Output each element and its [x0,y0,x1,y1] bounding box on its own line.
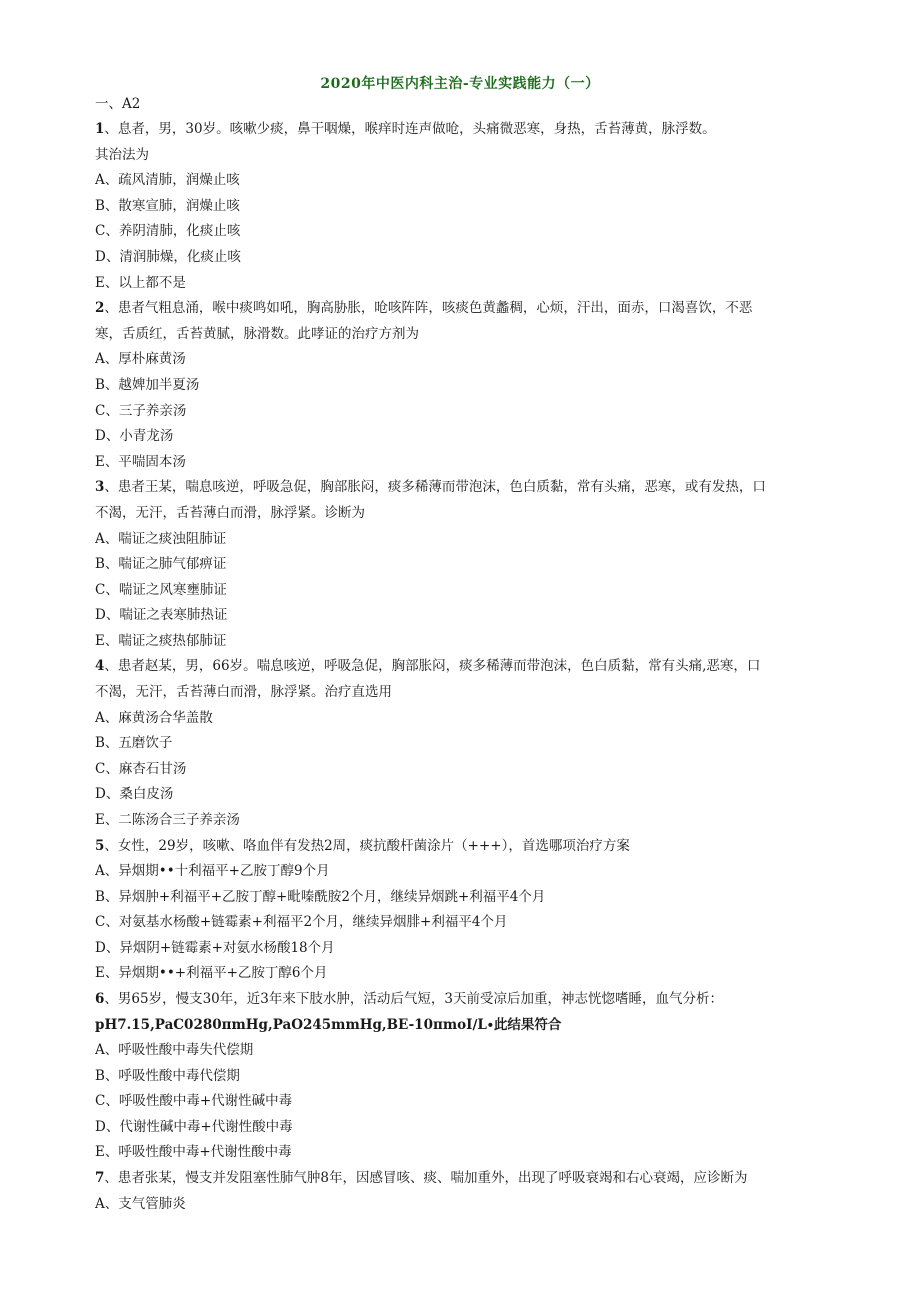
question-2-option-a: A、厚朴麻黄汤 [95,351,186,367]
question-6-option-e: E、呼吸性酸中毒+代谢性酸中毒 [95,1144,292,1160]
question-5-stem-line-1 [95,836,830,856]
question-3-option-b: B、喘证之肺气郁痹证 [95,556,227,572]
question-5-option-e: E、异烟期••+利福平+乙胺丁醇6个月 [95,965,328,981]
question-2-option-e: E、平喘固本汤 [95,454,186,470]
question-1-option-b: B、散寒宣肺，润燥止咳 [95,198,240,214]
question-7-stem-line-1 [95,1168,830,1188]
section-heading: 一、A2 [95,96,141,112]
question-3-option-e: E、喘证之痰热郁肺证 [95,633,227,649]
question-stem-text: 、男65岁，慢支30年，近3年来下肢水肿，活动后气短，3天前受凉后加重，神志恍惚嗜睡，血气分析： [104,991,723,1007]
question-1-stem-line-2: 其治法为 [95,147,149,163]
question-stem-text: 、女性，29岁，咳嗽、咯血伴有发热2周，痰抗酸杆菌涂片（+++），首选哪项治疗方案 [104,838,630,854]
question-stem-text: 、患者赵某，男，66岁。喘息咳逆，呼吸急促，胸部胀闷，痰多稀薄而带泡沫，色白质黏，常有头痛,恶寒，口 [104,658,761,674]
question-4-option-e: E、二陈汤合三子养亲汤 [95,812,240,828]
question-4-option-c: C、麻杏石甘汤 [95,761,187,777]
question-4-option-d: D、桑白皮汤 [95,786,174,802]
question-3-option-d: D、喘证之表寒肺热证 [95,607,228,623]
question-number: 6 [95,991,105,1007]
question-6-option-b: B、呼吸性酸中毒代偿期 [95,1068,240,1084]
question-3-option-a: A、喘证之痰浊阻肺证 [95,531,227,547]
question-6-stem-line-1 [95,989,830,1009]
question-6-option-a: A、呼吸性酸中毒失代偿期 [95,1042,254,1058]
question-4-stem-line-2: 不渴，无汗，舌苔薄白而滑，脉浮紧。治疗直选用 [95,684,392,700]
page-title: 2020年中医内科主治-专业实践能力（一） [320,76,600,92]
question-number: 5 [95,838,105,854]
question-4-option-a: A、麻黄汤合华盖散 [95,710,213,726]
question-stem-text: 、息者，男，30岁。咳嗽少痰，鼻干咽燥，喉痒时连声做呛，头痛微恶寒，身热，舌苔薄黄，脉浮数。 [104,121,716,137]
question-1-option-e: E、以上都不是 [95,275,186,291]
question-6-option-c: C、呼吸性酸中毒+代谢性碱中毒 [95,1093,293,1109]
question-number: 7 [95,1170,105,1186]
question-1-option-c: C、养阴清肺，化痰止咳 [95,223,241,239]
question-3-stem-line-1 [95,477,830,497]
question-6-option-d: D、代谢性碱中毒+代谢性酸中毒 [95,1119,293,1135]
question-number: 3 [95,479,105,495]
question-2-option-d: D、小青龙汤 [95,428,174,444]
question-1-option-a: A、疏风清肺，润燥止咳 [95,172,240,188]
question-stem-text: 、患者气粗息涌，喉中痰鸣如吼，胸高胁胀，呛咳阵阵，咳痰色黄蠡稠，心烦，汗出，面赤，口渴喜饮，不恶 [104,300,753,316]
question-1-option-d: D、清润肺燥，化痰止咳 [95,249,241,265]
question-2-stem-line-1 [95,298,830,318]
question-2-option-b: B、越婢加半夏汤 [95,377,200,393]
question-5-option-c: C、对氨基水杨酸+链霉素+利福平2个月，继续异烟腓+利福平4个月 [95,914,508,930]
question-6-stem-line-2: pH7.15,PaC0280πmHg,PaO245mmHg,BE-10πmoI∕L∙此结果符合 [95,1017,562,1033]
question-7-option-a: A、支气管肺炎 [95,1196,186,1212]
question-5-option-d: D、异烟阴+链霉素+对氨水杨酸18个月 [95,940,335,956]
question-1-stem-line-1 [95,119,830,139]
question-3-option-c: C、喘证之风寒壅肺证 [95,582,227,598]
question-number: 2 [95,300,105,316]
question-5-option-b: B、异烟肿+利福平+乙胺丁醇+毗嗪酰胺2个月，继续异烟跳+利福平4个月 [95,889,546,905]
question-4-stem-line-1 [95,656,830,676]
question-4-option-b: B、五磨饮子 [95,735,173,751]
question-2-option-c: C、三子养亲汤 [95,403,187,419]
question-number: 4 [95,658,105,674]
question-5-option-a: A、异烟期••十利福平+乙胺丁醇9个月 [95,863,330,879]
question-stem-text: 、患者王某，喘息咳逆，呼吸急促，胸部胀闷，痰多稀薄而带泡沫，色白质黏，常有头痛，恶寒，或有发热，口 [104,479,766,495]
question-number: 1 [95,121,105,137]
question-2-stem-line-2: 寒，舌质红，舌苔黄腻，脉滑数。此哮证的治疗方剂为 [95,326,419,342]
question-3-stem-line-2: 不渴，无汗，舌苔薄白而滑，脉浮紧。诊断为 [95,505,365,521]
question-stem-text: 、患者张某，慢支并发阻塞性肺气肿8年，因感冒咳、痰、喘加重外，出现了呼吸衰竭和右心衰竭，应诊断为 [104,1170,748,1186]
